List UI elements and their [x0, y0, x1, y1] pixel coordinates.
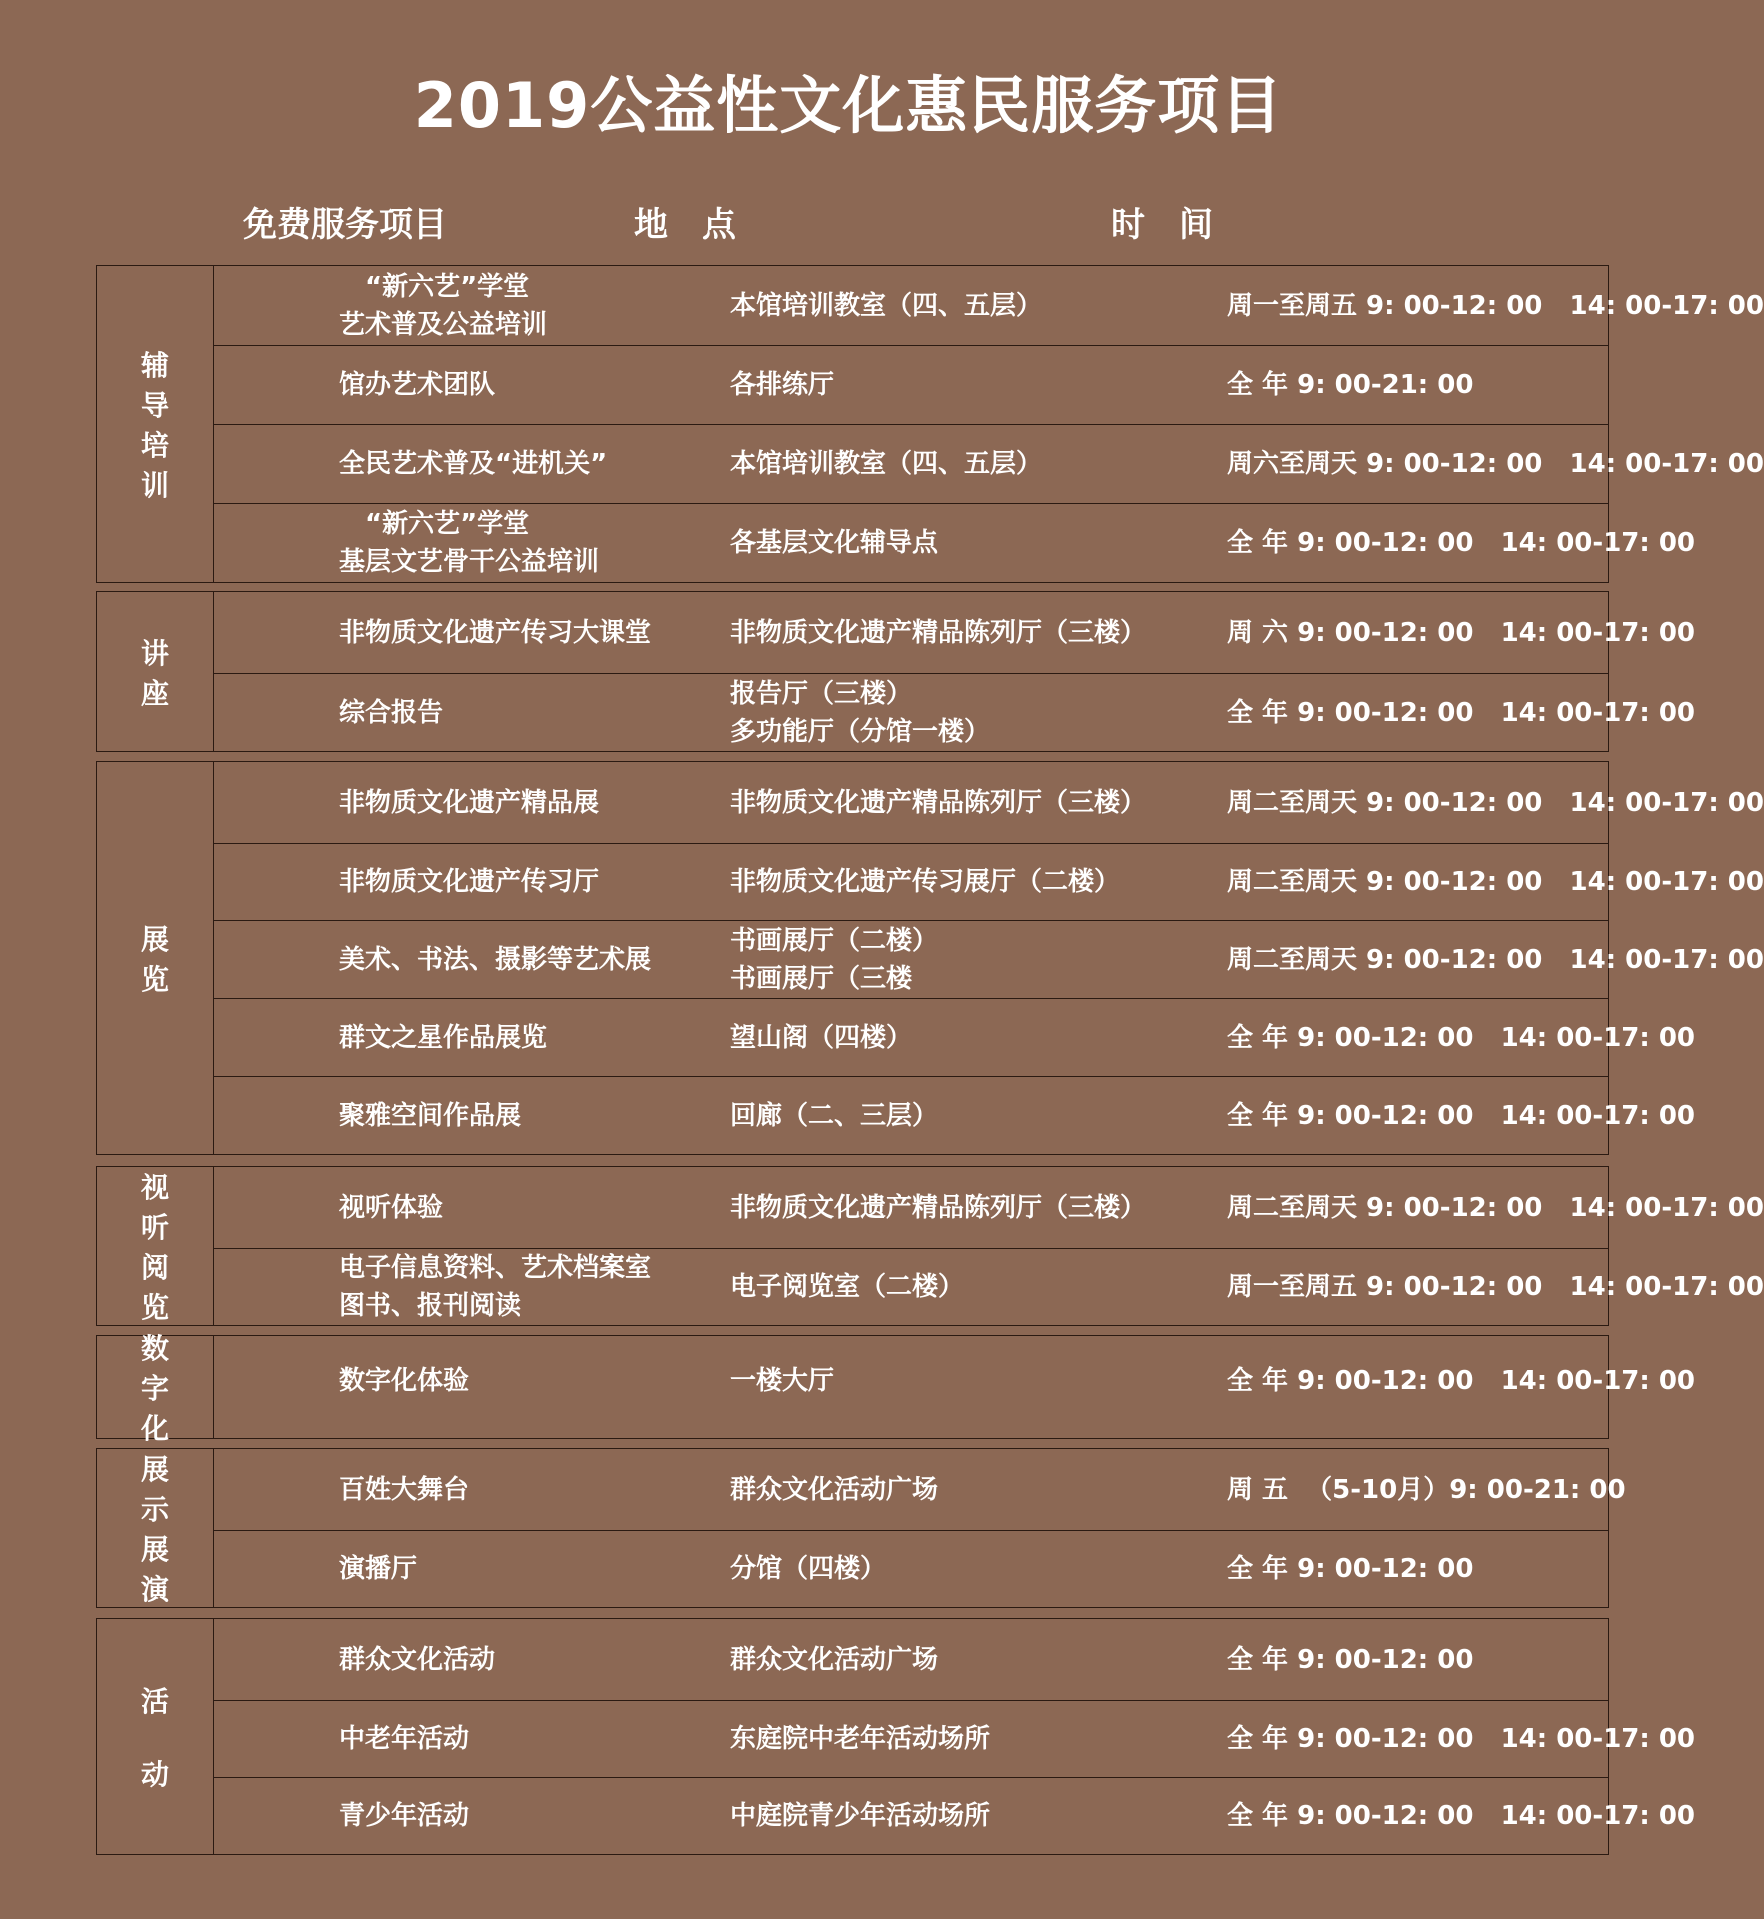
- table-row: [214, 1077, 1696, 1154]
- table-row: [214, 1336, 1696, 1425]
- service-name: “新六艺”学堂 基层文艺骨干公益培训: [339, 509, 600, 577]
- service-name: 电子信息资料、艺术档案室 图书、报刊阅读: [339, 1253, 652, 1321]
- table-row: [214, 1449, 1626, 1531]
- service-name: 非物质文化遗产传习厅: [339, 867, 600, 897]
- category-cell: [97, 1619, 214, 1854]
- service-time: 周一至周五 9: 00-12: 00 14: 00-17: 00: [1227, 1272, 1764, 1302]
- group-performances: [96, 1448, 1626, 1608]
- table-row: [214, 1167, 1764, 1249]
- service-location: 群众文化活动广场: [730, 1644, 939, 1675]
- service-location: 本馆培训教室（四、五层）: [730, 449, 1043, 479]
- header-time: 时 间: [1111, 205, 1213, 245]
- service-location: 回廊（二、三层）: [730, 1100, 939, 1131]
- service-time: 全 年 9: 00-12: 00 14: 00-17: 00: [1227, 1801, 1696, 1831]
- service-name: 群众文化活动: [339, 1644, 496, 1675]
- group-audiovisual-reading: [96, 1166, 1764, 1326]
- service-location: 非物质文化遗产精品陈列厅（三楼）: [730, 617, 1147, 648]
- category-label: 辅 导 培 训: [140, 349, 169, 502]
- table-row: [214, 999, 1696, 1077]
- service-name: 群文之星作品展览: [339, 1022, 548, 1053]
- service-location: 电子阅览室（二楼）: [730, 1272, 965, 1302]
- table-row: [214, 844, 1764, 921]
- category-cell: [97, 1449, 214, 1607]
- service-location: 各排练厅: [730, 370, 835, 400]
- service-location: 非物质文化遗产精品陈列厅（三楼）: [730, 1192, 1147, 1223]
- service-time: 全 年 9: 00-12: 00 14: 00-17: 00: [1227, 1365, 1696, 1396]
- service-location: 中庭院青少年活动场所: [730, 1801, 991, 1831]
- service-location: 分馆（四楼）: [730, 1554, 887, 1584]
- service-time: 全 年 9: 00-12: 00: [1227, 1644, 1474, 1675]
- service-name: 综合报告: [339, 697, 444, 728]
- service-time: 周二至周天 9: 00-12: 00 14: 00-17: 00: [1227, 944, 1764, 975]
- service-location: 东庭院中老年活动场所: [730, 1724, 991, 1754]
- service-time: 周一至周五 9: 00-12: 00 14: 00-17: 00: [1227, 290, 1764, 321]
- table-row: [214, 1249, 1764, 1325]
- service-time: 周二至周天 9: 00-12: 00 14: 00-17: 00: [1227, 867, 1764, 897]
- service-time: 全 年 9: 00-12: 00 14: 00-17: 00: [1227, 528, 1696, 558]
- service-location: 非物质文化遗产传习展厅（二楼）: [730, 867, 1121, 897]
- table-row: [214, 346, 1608, 425]
- header-location: 地 点: [634, 205, 736, 245]
- category-label: 活 动: [140, 1685, 169, 1791]
- service-location: 书画展厅（二楼） 书画展厅（三楼: [730, 925, 939, 994]
- service-time: 全 年 9: 00-12: 00: [1227, 1554, 1474, 1584]
- service-location: 报告厅（三楼） 多功能厅（分馆一楼）: [730, 678, 991, 747]
- service-name: 数字化体验: [339, 1365, 470, 1396]
- service-time: 周 六 9: 00-12: 00 14: 00-17: 00: [1227, 617, 1696, 648]
- service-time: 全 年 9: 00-12: 00 14: 00-17: 00: [1227, 1724, 1696, 1754]
- table-row: [214, 504, 1696, 582]
- table-row: [214, 1531, 1608, 1607]
- table-row: [214, 921, 1764, 999]
- service-name: 中老年活动: [339, 1724, 470, 1754]
- table-row: [214, 674, 1696, 751]
- group-exhibitions: [96, 761, 1764, 1155]
- category-cell: [97, 592, 214, 751]
- service-time: 周二至周天 9: 00-12: 00 14: 00-17: 00: [1227, 787, 1764, 818]
- table-row: [214, 592, 1696, 674]
- service-name: 青少年活动: [339, 1801, 470, 1831]
- table-row: [214, 1778, 1696, 1854]
- service-time: 周 五 （5-10月）9: 00-21: 00: [1227, 1474, 1626, 1505]
- table-row: [214, 1701, 1696, 1778]
- category-label: 视 听 阅 览: [140, 1171, 169, 1324]
- group-lectures: [96, 591, 1696, 752]
- category-cell: [97, 266, 214, 582]
- header-service-items: 免费服务项目: [243, 205, 447, 245]
- service-location: 非物质文化遗产精品陈列厅（三楼）: [730, 787, 1147, 818]
- service-time: 全 年 9: 00-12: 00 14: 00-17: 00: [1227, 1022, 1696, 1053]
- service-name: 全民艺术普及“进机关”: [339, 449, 608, 479]
- category-cell: [97, 1167, 214, 1325]
- group-tutoring-training: [96, 265, 1764, 583]
- service-time: 全 年 9: 00-12: 00 14: 00-17: 00: [1227, 1100, 1696, 1131]
- service-location: 群众文化活动广场: [730, 1474, 939, 1505]
- service-time: 全 年 9: 00-21: 00: [1227, 370, 1474, 400]
- category-cell: [97, 1332, 214, 1445]
- service-location: 各基层文化辅导点: [730, 528, 939, 558]
- table-row: [214, 762, 1764, 844]
- service-name: 聚雅空间作品展: [339, 1100, 522, 1131]
- category-label: 讲 座: [140, 636, 169, 710]
- service-location: 本馆培训教室（四、五层）: [730, 290, 1043, 321]
- service-time: 周六至周天 9: 00-12: 00 14: 00-17: 00: [1227, 449, 1764, 479]
- service-name: 非物质文化遗产精品展: [339, 787, 600, 818]
- category-cell: [97, 762, 214, 1154]
- service-time: 周二至周天 9: 00-12: 00 14: 00-17: 00: [1227, 1192, 1764, 1223]
- service-name: 视听体验: [339, 1192, 444, 1223]
- table-row: [214, 1619, 1608, 1701]
- service-location: 一楼大厅: [730, 1365, 835, 1396]
- group-activities: [96, 1618, 1696, 1855]
- service-name: 馆办艺术团队: [339, 370, 496, 400]
- category-label: 数 字 化: [140, 1332, 169, 1445]
- page-title: 2019公益性文化惠民服务项目: [413, 69, 1284, 142]
- service-name: 百姓大舞台: [339, 1474, 470, 1505]
- group-digital: [96, 1332, 1696, 1445]
- service-name: 美术、书法、摄影等艺术展: [339, 944, 652, 975]
- service-time: 全 年 9: 00-12: 00 14: 00-17: 00: [1227, 697, 1696, 728]
- table-row: [214, 266, 1764, 346]
- service-name: 演播厅: [339, 1554, 418, 1584]
- category-label: 展 示 展 演: [140, 1453, 169, 1606]
- service-name: 非物质文化遗产传习大课堂: [339, 617, 652, 648]
- service-location: 望山阁（四楼）: [730, 1022, 913, 1053]
- category-label: 展 览: [140, 923, 169, 996]
- service-name: “新六艺”学堂 艺术普及公益培训: [339, 271, 548, 340]
- table-row: [214, 425, 1764, 504]
